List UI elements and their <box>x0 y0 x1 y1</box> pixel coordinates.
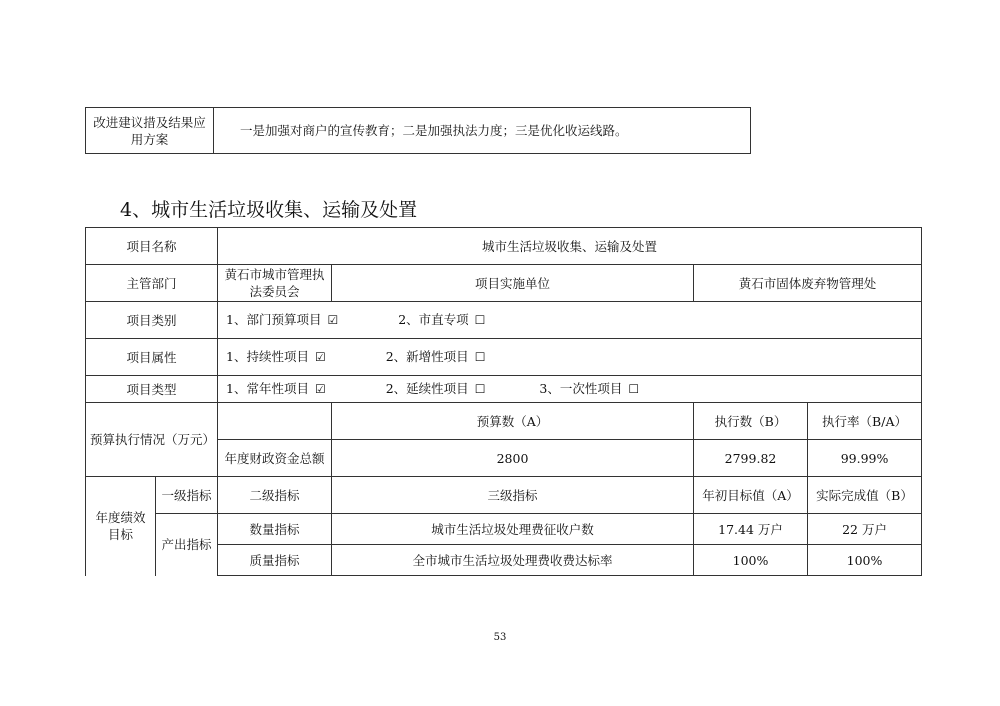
budget-col-budget: 预算数（A） <box>332 403 694 440</box>
level3-cell: 全市城市生活垃圾处理费收费达标率 <box>332 545 694 576</box>
table-row <box>86 228 922 265</box>
table-row <box>86 403 922 440</box>
type-options <box>218 376 922 403</box>
dept-label: 主管部门 <box>86 265 218 302</box>
table-row <box>86 265 922 302</box>
budget-col-rate: 执行率（B/A） <box>808 403 922 440</box>
budget-value: 2800 <box>332 440 694 477</box>
project-name-value: 城市生活垃圾收集、运输及处置 <box>218 228 922 265</box>
budget-blank <box>218 403 332 440</box>
level2-header: 二级指标 <box>218 477 332 514</box>
checked-box-icon[interactable]: ☑ <box>314 382 326 396</box>
dept-value: 黄石市城市管理执法委员会 <box>218 265 332 302</box>
actual-cell: 100% <box>808 545 922 576</box>
type-opt2: 2、延续性项目 <box>385 381 469 396</box>
type-label: 项目类型 <box>86 376 218 403</box>
target-cell: 100% <box>694 545 808 576</box>
improvement-label: 改进建议措及结果应用方案 <box>86 108 214 154</box>
level3-header: 三级指标 <box>332 477 694 514</box>
empty-box-icon[interactable]: ☐ <box>474 350 486 364</box>
level2-cell: 质量指标 <box>218 545 332 576</box>
checked-box-icon[interactable]: ☑ <box>327 313 339 327</box>
improvement-table <box>85 107 751 154</box>
section-heading: 4、城市生活垃圾收集、运输及处置 <box>120 199 418 221</box>
attr-options <box>218 339 922 376</box>
attr-opt2: 2、新增性项目 <box>385 349 469 364</box>
type-opt1: 1、常年性项目 <box>226 381 309 396</box>
target-header: 年初目标值（A） <box>694 477 808 514</box>
empty-box-icon[interactable]: ☐ <box>628 382 640 396</box>
exec-value: 2799.82 <box>694 440 808 477</box>
rate-value: 99.99% <box>808 440 922 477</box>
table-row <box>86 376 922 403</box>
category-options <box>218 302 922 339</box>
budget-col-exec: 执行数（B） <box>694 403 808 440</box>
actual-cell: 22 万户 <box>808 514 922 545</box>
project-table <box>85 227 922 576</box>
attr-label: 项目属性 <box>86 339 218 376</box>
table-row <box>86 477 922 514</box>
level1-header: 一级指标 <box>156 477 218 514</box>
category-opt2: 2、市直专项 <box>398 312 469 327</box>
impl-value: 黄石市固体废弃物管理处 <box>694 265 922 302</box>
target-cell: 17.44 万户 <box>694 514 808 545</box>
actual-header: 实际完成值（B） <box>808 477 922 514</box>
level3-cell: 城市生活垃圾处理费征收户数 <box>332 514 694 545</box>
budget-label: 预算执行情况（万元） <box>86 403 218 477</box>
page-number: 53 <box>493 632 507 643</box>
impl-label: 项目实施单位 <box>332 265 694 302</box>
table-row <box>86 339 922 376</box>
budget-row-label: 年度财政资金总额 <box>218 440 332 477</box>
type-opt3: 3、一次性项目 <box>539 381 623 396</box>
project-name-label: 项目名称 <box>86 228 218 265</box>
attr-opt1: 1、持续性项目 <box>226 349 309 364</box>
empty-box-icon[interactable]: ☐ <box>474 313 486 327</box>
goals-label: 年度绩效目标 <box>86 477 156 576</box>
improvement-value: 一是加强对商户的宣传教育；二是加强执法力度；三是优化收运线路。 <box>214 108 751 154</box>
category-label: 项目类别 <box>86 302 218 339</box>
checked-box-icon[interactable]: ☑ <box>314 350 326 364</box>
table-row <box>86 514 922 545</box>
level1-output: 产出指标 <box>156 514 218 576</box>
table-row <box>86 302 922 339</box>
level2-cell: 数量指标 <box>218 514 332 545</box>
empty-box-icon[interactable]: ☐ <box>474 382 486 396</box>
category-opt1: 1、部门预算项目 <box>226 312 322 327</box>
